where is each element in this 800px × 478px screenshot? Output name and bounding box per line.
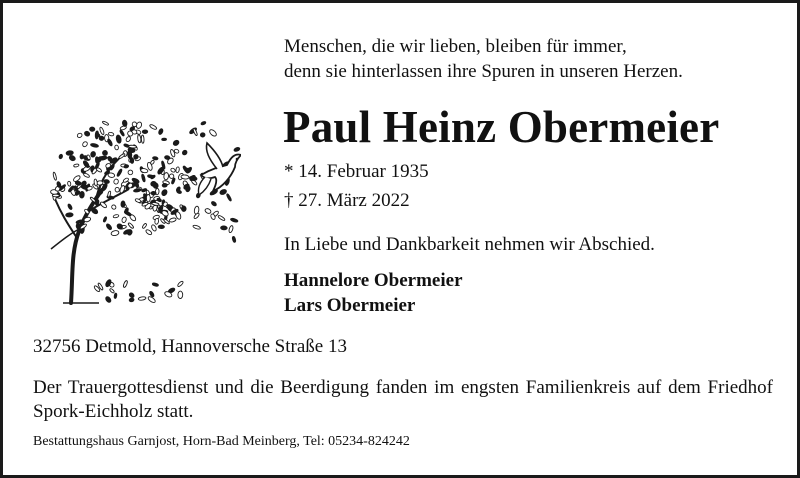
mourner-name: Lars Obermeier (284, 295, 416, 316)
death-date: † 27. März 2022 (284, 190, 410, 211)
birth-date: * 14. Februar 1935 (284, 161, 429, 182)
mourner-name: Hannelore Obermeier (284, 270, 463, 291)
quote-line-2: denn sie hinterlassen ihre Spuren in unseren Herzen. (284, 61, 683, 82)
service-note: Der Trauergottesdienst und die Beerdigung fanden im engsten Familienkreis auf dem Friedhof Spork-Eichholz statt. (33, 377, 773, 422)
memorial-quote (284, 34, 683, 84)
farewell-text: In Liebe und Dankbarkeit nehmen wir Abschied. (284, 234, 655, 255)
deceased-name: Paul Heinz Obermeier (283, 102, 720, 152)
quote-line-1: Menschen, die wir lieben, bleiben für immer, (284, 36, 627, 57)
funeral-home-contact: Bestattungshaus Garnjost, Horn-Bad Meinberg, Tel: 05234-824242 (33, 434, 410, 449)
tree-dove-illustration (41, 103, 241, 313)
family-address: 32756 Detmold, Hannoversche Straße 13 (33, 336, 347, 357)
